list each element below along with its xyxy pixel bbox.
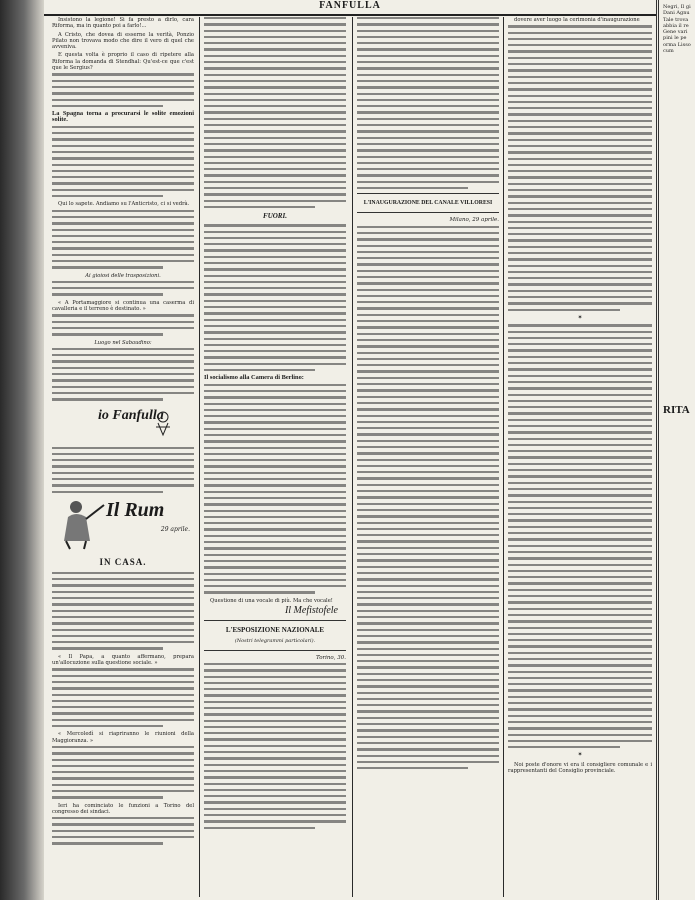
column-1	[52, 17, 194, 897]
subhead: Luogo nel Sabaudino:	[94, 339, 152, 346]
dateline: Torino, 30.	[315, 654, 346, 661]
section-heading: Il socialismo alla Camera di Berlino:	[204, 374, 304, 382]
fanfulla-masthead-vignette	[52, 497, 194, 553]
section-title-in-casa: IN CASA.	[99, 556, 147, 567]
paragraph-lines	[508, 324, 652, 748]
dateline: Milano, 29 aprile.	[449, 217, 499, 224]
paragraph-lines	[52, 348, 194, 401]
paragraph-lines	[52, 746, 194, 799]
paragraph: « Il Papa, a quanto affermano, prepara un'allocuzione sulla questione sociale. »	[52, 653, 194, 667]
knight-figure-icon	[56, 497, 108, 551]
section-title-inaugurazione: L'INAUGURAZIONE DEL CANALE VILLORESI	[363, 200, 493, 207]
subhead: Ai gioiosi delle trasposizioni.	[85, 272, 161, 279]
masthead-title: FANFULLA	[319, 0, 381, 11]
fanfulla-vignette	[52, 407, 194, 441]
strip-heading: RITA	[663, 404, 690, 416]
section-divider-star-icon: ✶	[577, 751, 583, 759]
paragraph-lines	[52, 73, 194, 107]
column-4	[508, 17, 652, 897]
paragraph-lines	[52, 817, 194, 844]
paragraph-lines	[52, 126, 194, 198]
column-rule	[503, 17, 504, 897]
column-rule	[352, 17, 353, 897]
doodle-figure-icon	[148, 409, 178, 437]
adjacent-page-strip	[656, 0, 695, 900]
paragraph-lines	[52, 314, 194, 335]
paragraph-lines	[52, 447, 194, 493]
paragraph-lines	[204, 17, 346, 208]
esposizione-header	[204, 620, 346, 650]
paragraph: « A Portamaggiore si continua una caserma di cavalleria e il terreno è destinato. »	[52, 299, 194, 313]
section-heading: La Spagna torna a procurarsi le solite emozioni solite.	[52, 110, 194, 124]
paragraph-lines	[52, 210, 194, 269]
masthead	[44, 0, 656, 16]
paragraph-lines	[204, 224, 346, 371]
paragraph: Qui lo sapete. Andiamo su l'Anticristo, ci si vedrà.	[58, 201, 190, 208]
section-subtitle: (Nostri telegrammi particolari).	[234, 638, 316, 645]
vignette-script: Il Rum	[106, 498, 165, 521]
inauguration-header	[357, 193, 499, 213]
paragraph: Questione di una vocale di più. Ma che vocale!	[210, 597, 333, 604]
paragraph-lines	[52, 281, 194, 296]
binding-shadow	[0, 0, 44, 900]
paragraph: Noi poste d'onore vi era il consigliere comunale e i rappresentanti del Consiglio provinciale.	[508, 761, 652, 775]
vignette-script: io Fanfulla	[98, 407, 164, 423]
column-rule	[199, 17, 200, 897]
paragraph-lines	[204, 384, 346, 594]
paragraph: Insistono la legione! Si fa presto a dirlo, cara Riforma, ma in quanto poi a farlo!...	[52, 17, 194, 30]
paragraph-lines	[204, 663, 346, 829]
section-title-fuori: FUORI.	[263, 212, 287, 221]
newspaper-page	[44, 0, 656, 900]
signature: Il Mefistofele	[284, 605, 338, 617]
strip-text: Negri, Il gi Dani Agnu Tale trova abbia il re Gene vari pini le pe orma Lisso cum	[663, 4, 691, 55]
section-title-esposizione: L'ESPOSIZIONE NAZIONALE	[225, 626, 325, 635]
column-3	[357, 17, 499, 897]
paragraph-lines	[357, 226, 499, 770]
paragraph: Ieri ha cominciato le funzioni a Torino del congresso dei sindaci.	[52, 802, 194, 815]
column-2	[204, 17, 346, 897]
paragraph: « Mercoledì si riapriranno le riunioni della Maggioranza. »	[52, 731, 194, 744]
section-divider-star-icon: ✶	[577, 313, 583, 321]
vignette-date: 29 aprile.	[160, 525, 190, 533]
paragraph-lines	[52, 668, 194, 727]
paragraph-lines	[52, 572, 194, 650]
paragraph: E questa volta è proprio il caso di ripetere alla Riforma la domanda di Stendhal: Qu'est-ce que c'est que le Sergius?	[52, 52, 194, 72]
paragraph: dovere aver luogo la cerimonia d'inaugurazione	[514, 17, 640, 23]
paragraph: A Cristo, che dovea di esserne la verità, Ponzio Pilato non trovava modo che dire il vero di quel che avveniva.	[52, 31, 194, 51]
paragraph-lines	[357, 17, 499, 189]
paragraph-lines	[508, 25, 652, 311]
